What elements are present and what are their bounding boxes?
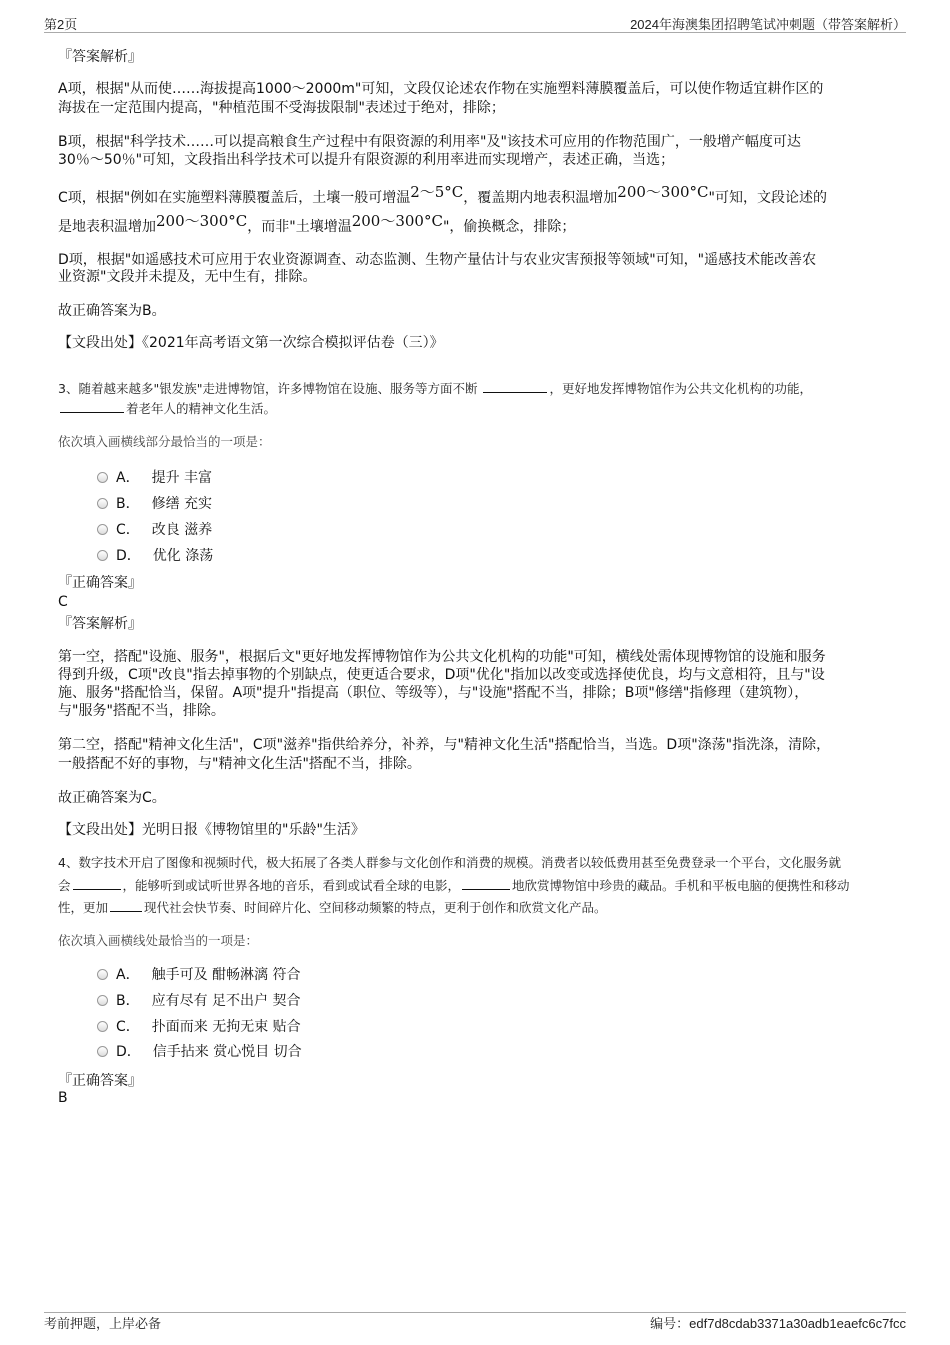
footer-code (650, 1313, 906, 1332)
text-segment: ，覆盖期内地表积温增加 (463, 190, 618, 206)
q-line (58, 400, 276, 418)
fill-blank (60, 400, 124, 413)
option-letter: B． (116, 496, 140, 512)
text-segment: "可知，文段论述的 (708, 190, 827, 206)
text-segment: 3、随着越来越多"银发族"走进博物馆，许多博物馆在设施、服务等方面不断 (58, 381, 482, 396)
text-segment: 现代社会快节奏、时间碎片化、空间移动频繁的特点，更利于创作和欣赏文化产品。 (144, 900, 607, 915)
body-line (58, 648, 826, 666)
text-segment: 应有尽有 足不出户 契合 (151, 993, 301, 1009)
label-line (58, 574, 142, 592)
radio-button[interactable] (97, 1021, 108, 1032)
math-expression: 2～5°C (410, 183, 464, 201)
answer-option[interactable] (97, 469, 212, 487)
text-segment: 『正确答案』 (58, 1073, 142, 1089)
text-segment: 提升 丰富 (151, 470, 213, 486)
body-line (58, 334, 444, 352)
body-line (58, 268, 316, 286)
text-segment: 4、数字技术开启了图像和视频时代，极大拓展了各类人群参与文化创作和消费的规模。消费者以较低费用甚至免费登录一个平台，文化服务就 (58, 855, 841, 870)
body-line (58, 821, 365, 839)
text-segment: C项，根据"例如在实施塑料薄膜覆盖后，土壤一般可增温 (58, 190, 411, 206)
radio-button[interactable] (97, 995, 108, 1006)
body-line (58, 789, 166, 807)
body-line (58, 151, 674, 169)
text-segment: 扑面而来 无拘无束 贴合 (151, 1019, 301, 1035)
text-segment: 故正确答案为B。 (58, 303, 166, 319)
text-segment: 一般搭配不好的事物，与"精神文化生活"搭配不当，排除。 (58, 756, 421, 772)
label-line (58, 1072, 142, 1090)
body-line (58, 755, 421, 773)
text-segment: 与"服务"搭配不当，排除。 (58, 703, 225, 719)
document-title: 2024年海澳集团招聘笔试冲刺题（带答案解析） (630, 17, 906, 32)
radio-button[interactable] (97, 969, 108, 980)
text-segment: 海拔在一定范围内提高，"种植范围不受海拔限制"表述过于绝对，排除； (58, 100, 505, 116)
text-segment: 第二空，搭配"精神文化生活"，C项"滋养"指供给养分，补养，与"精神文化生活"搭配恰当，当选。D项"涤荡"指洗涤，清除， (58, 737, 831, 753)
text-segment: 『答案解析』 (58, 49, 142, 65)
option-letter: C． (116, 522, 140, 538)
body-line (58, 212, 576, 236)
text-segment: B (58, 1090, 68, 1106)
text-segment: 业资源"文段并未提及，无中生有，排除。 (58, 269, 317, 285)
radio-button[interactable] (97, 472, 108, 483)
option-letter: D． (116, 1044, 141, 1060)
text-segment: 『正确答案』 (58, 575, 142, 591)
option-letter: A． (116, 470, 140, 486)
text-segment: C (58, 594, 68, 610)
body-line (58, 183, 827, 207)
header-divider (44, 32, 906, 33)
math-expression: 200～300°C (617, 183, 709, 201)
option-letter: D． (116, 548, 141, 564)
text-segment: 着老年人的精神文化生活。 (126, 401, 277, 416)
option-letter: C． (116, 1019, 140, 1035)
body-line (58, 702, 225, 720)
body-line (58, 99, 505, 117)
answer-option[interactable] (97, 521, 212, 539)
label-line (58, 615, 142, 633)
text-segment: 修缮 充实 (151, 496, 213, 512)
text-segment: 得到升级，C项"改良"指去掉事物的个别缺点，使更适合要求，D项"优化"指加以改变或选择使优良，均与文意相符，且与"设 (58, 667, 825, 683)
text-segment: 性，更加 (58, 900, 109, 915)
answer-option[interactable] (97, 992, 301, 1010)
text-segment: 第一空，搭配"设施、服务"，根据后文"更好地发挥博物馆作为公共文化机构的功能"可知，横线处需体现博物馆的设施和服务 (58, 649, 826, 665)
answer-line (58, 1089, 68, 1107)
text-segment: 施、服务"搭配恰当，保留。A项"提升"指提高（职位、等级等），与"设施"搭配不当，排除；B项"修缮"指修理（建筑物）， (58, 685, 809, 701)
fill-blank (462, 877, 510, 890)
radio-button[interactable] (97, 524, 108, 535)
hint-line (58, 932, 258, 950)
hint-line (58, 433, 271, 451)
option-letter: B． (116, 993, 140, 1009)
text-segment: 故正确答案为C。 (58, 790, 166, 806)
footer-code-label: 编号： (650, 1316, 690, 1331)
text-segment: D项，根据"如遥感技术可应用于农业资源调查、动态监测、生物产量估计与农业灾害预报等领域"可知，"遥感技术能改善农 (58, 252, 817, 268)
text-segment: 【文段出处】《2021年高考语文第一次综合模拟评估卷（三）》 (58, 335, 444, 351)
text-segment: 优化 涤荡 (152, 548, 214, 564)
body-line (58, 302, 166, 320)
radio-button[interactable] (97, 498, 108, 509)
radio-button[interactable] (97, 550, 108, 561)
text-segment: 30％～50％"可知，文段指出科学技术可以提升有限资源的利用率进而实现增产，表述正确，当选； (58, 152, 675, 168)
text-segment: 依次填入画横线处最恰当的一项是： (58, 933, 259, 948)
label-line (58, 48, 142, 66)
text-segment: ，而非"土壤增温 (247, 219, 352, 235)
text-segment: 【文段出处】光明日报《博物馆里的"乐龄"生活》 (58, 822, 365, 838)
footer-code-value: edf7d8cdab3371a30adb1eaefc6c7fcc (689, 1316, 906, 1331)
body-line (58, 736, 830, 754)
answer-line (58, 593, 68, 611)
math-expression: 200～300°C (156, 212, 248, 230)
text-segment: "，偷换概念，排除； (442, 219, 576, 235)
text-segment: 『答案解析』 (58, 616, 142, 632)
text-segment: 信手拈来 赏心悦目 切合 (152, 1044, 302, 1060)
text-segment: 地欣赏博物馆中珍贵的藏品。手机和平板电脑的便携性和移动 (512, 878, 850, 893)
text-segment: A项，根据"从而使……海拔提高1000～2000m"可知，文段仅论述农作物在实施塑料薄膜覆盖后，可以使作物适宜耕作区的 (58, 81, 824, 97)
text-segment: ，更好地发挥博物馆作为公共文化机构的功能， (549, 381, 812, 396)
q-line (58, 854, 841, 872)
text-segment: 是地表积温增加 (58, 219, 156, 235)
option-letter: A． (116, 967, 140, 983)
math-expression: 200～300°C (351, 212, 443, 230)
text-segment: ，能够听到或试听世界各地的音乐，看到或试看全球的电影， (122, 878, 461, 893)
answer-option[interactable] (97, 1018, 301, 1036)
q-line (58, 380, 812, 398)
answer-option[interactable] (97, 966, 300, 984)
fill-blank (110, 899, 142, 912)
answer-option[interactable] (97, 547, 213, 565)
text-segment: 会 (58, 878, 71, 893)
body-line (58, 251, 816, 269)
text-segment: B项，根据"科学技术……可以提高粮食生产过程中有限资源的利用率"及"该技术可应用的作物范围广，一般增产幅度可达 (58, 134, 801, 150)
body-line (58, 684, 808, 702)
fill-blank (483, 380, 547, 393)
page-number: 第2页 (44, 17, 78, 32)
q-line (58, 877, 850, 895)
body-line (58, 80, 823, 98)
answer-option[interactable] (97, 1043, 302, 1061)
body-line (58, 133, 801, 151)
fill-blank (73, 877, 121, 890)
q-line (58, 899, 607, 917)
body-line (58, 666, 825, 684)
text-segment: 改良 滋养 (151, 522, 213, 538)
answer-option[interactable] (97, 495, 212, 513)
footer-slogan: 考前押题，上岸必备 (44, 1316, 162, 1331)
text-segment: 依次填入画横线部分最恰当的一项是： (58, 434, 271, 449)
text-segment: 触手可及 酣畅淋漓 符合 (151, 967, 301, 983)
radio-button[interactable] (97, 1046, 108, 1057)
